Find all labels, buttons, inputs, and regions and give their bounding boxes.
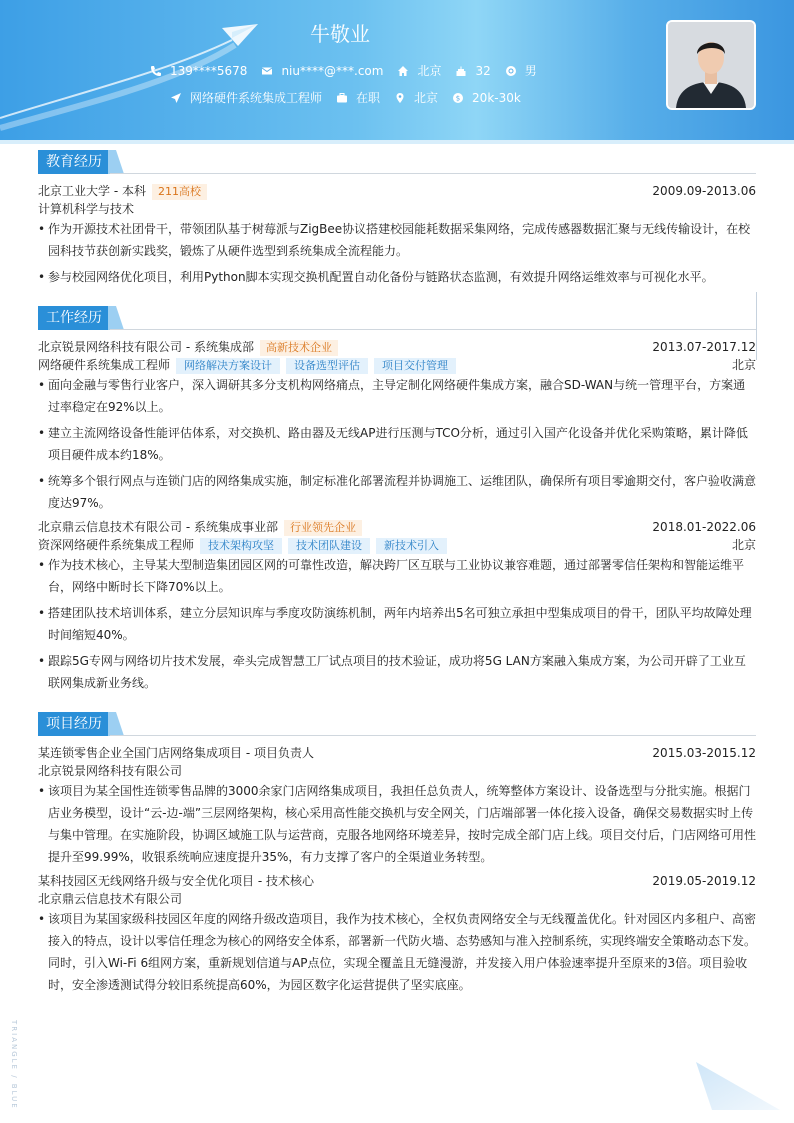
job-period: 2018.01-2022.06 [652,520,756,534]
target-city-text: 北京 [414,91,439,105]
section-title: 教育经历 [38,150,110,174]
job-tag: 技术团队建设 [288,538,370,554]
education-period: 2009.09-2013.06 [652,184,756,198]
location-pin-icon [394,92,406,104]
job-location: 北京 [731,358,756,372]
job-role: 网络硬件系统集成工程师 [38,358,171,372]
money-icon [452,92,464,104]
briefcase-icon [336,92,348,104]
job-role: 资深网络硬件系统集成工程师 [38,538,195,552]
email-icon [261,65,273,77]
header-divider [0,140,794,144]
job-tag: 网络解决方案设计 [176,358,280,374]
school-badge: 211高校 [152,184,207,200]
job-role-row [38,356,756,374]
job-period: 2013.07-2017.12 [652,340,756,354]
job-bullet: • 作为技术核心，主导某大型制造集团园区网的可靠性改造，解决跨厂区互联与工业协议兼容难题，通过部署零信任架构和智能运维平台，网络中断时长下降70%以上。 [38,554,756,598]
side-decoration-line [756,292,757,360]
education-section-header [38,150,756,174]
project-name: 某科技园区无线网络升级与安全优化项目 - 技术核心 [38,874,314,888]
job-title-item [170,89,322,106]
job-company-row [38,338,756,356]
email-text: niu****@***.com [281,63,384,78]
job-bullet: • 建立主流网络设备性能评估体系，对交换机、路由器及无线AP进行压测与TCO分析，通过引入国产化设备并优化采购策略，累计降低项目硬件成本约18%。 [38,422,756,466]
job-company: 北京锐景网络科技有限公司 - 系统集成部 [38,340,254,354]
job-title-text: 网络硬件系统集成工程师 [190,91,323,105]
phone-icon [150,65,162,77]
job-bullet: • 统筹多个银行网点与连锁门店的网络集成实施，制定标准化部署流程并协调施工、运维团队，确保所有项目零逾期交付，客户验收满意度达97%。 [38,470,756,514]
education-school-row [38,182,756,200]
job-location: 北京 [731,538,756,552]
job-bullet: • 跟踪5G专网与网络切片技术发展，牵头完成智慧工厂试点项目的技术验证，成功将5G LAN方案融入集成方案，为公司开辟了工业互联网集成新业务线。 [38,650,756,694]
project-title-row [38,744,756,762]
city-item [397,62,441,79]
project-company: 北京鼎云信息技术有限公司 [38,892,183,906]
job-company-row [38,518,756,536]
project-description: • 该项目为某国家级科技园区年度的网络升级改造项目，我作为技术核心，全权负责网络安全与无线覆盖优化。针对园区内多租户、高密接入的特点，设计以零信任理念为核心的网络安全体系，部署新一代防火墙、态势感知与准入控制系统，实现终端安全策略动态下发。同时，引入Wi-Fi 6组网方案，重新规划信道与AP点位，实现全覆盖且无缝漫游，并发接入用户体验速率提升至原来的3倍。项目验收时，安全渗透测试得分较旧系统提高60%，为园区数字化运营提供了坚实底座。 [38,908,756,996]
job-role-row [38,536,756,554]
status-item [336,89,380,106]
corner-triangle-decoration [690,1060,786,1116]
gender-text: 男 [524,64,537,78]
phone-item [150,64,247,78]
project-period: 2019.05-2019.12 [652,874,756,888]
school-name: 北京工业大学 - 本科 [38,184,146,198]
job-bullet: • 面向金融与零售行业客户，深入调研其多分支机构网络痛点，主导定制化网络硬件集成方案，融合SD-WAN与统一管理平台，方案通过率稳定在92%以上。 [38,374,756,418]
job-tag: 设备选型评估 [286,358,368,374]
salary-text: 20k-30k [472,90,521,105]
section-rule [110,173,756,174]
project-period: 2015.03-2015.12 [652,746,756,760]
status-text: 在职 [356,91,381,105]
age-text: 32 [475,63,491,78]
section-tab-tail [108,712,128,736]
section-title: 工作经历 [38,306,110,330]
project-company: 北京锐景网络科技有限公司 [38,764,183,778]
job-tag: 新技术引入 [376,538,447,554]
section-tab-tail [108,150,128,174]
resume-header [0,0,794,142]
section-rule [110,329,756,330]
avatar [666,20,756,110]
watermark-text: TRIANGLE / BLUE [10,1020,18,1110]
job-tag: 技术架构攻坚 [200,538,282,554]
job-bullet: • 搭建团队技术培训体系，建立分层知识库与季度攻防演练机制，两年内培养出5名可独立承担中型集成项目的骨干，团队平均故障处理时间缩短40%。 [38,602,756,646]
section-title: 项目经历 [38,712,110,736]
education-bullet: • 参与校园网络优化项目，利用Python脚本实现交换机配置自动化备份与链路状态监测，有效提升网络运维效率与可视化水平。 [38,266,756,288]
section-rule [110,735,756,736]
email-item [261,64,383,78]
svg-text:$: $ [455,94,461,103]
company-badge: 高新技术企业 [260,340,338,356]
age-item [455,64,490,78]
company-badge: 行业领先企业 [284,520,362,536]
project-name: 某连锁零售企业全国门店网络集成项目 - 项目负责人 [38,746,314,760]
project-description: • 该项目为某全国性连锁零售品牌的3000余家门店网络集成项目，我担任总负责人，统筹整体方案设计、设备选型与分批实施。根据门店业务模型，设计“云-边-端”三层网络架构，核心采用高性能交换机与安全网关，门店端部署一体化接入设备，确保交易数据实时上传与集中管理。在实施阶段，协调区域施工队与运营商，克服各地网络环境差异，按时完成全部门店上线。项目交付后，门店网络可用性提升至99.99%，收银系统响应速度提升35%，有力支撑了客户的全渠道业务转型。 [38,780,756,868]
avatar-photo [668,22,754,108]
section-tab-tail [108,306,128,330]
cake-icon [455,65,467,77]
job-intent-row [170,89,521,106]
send-icon [170,92,182,104]
salary-item [452,91,521,105]
candidate-name: 牛敬业 [310,22,370,46]
project-title-row [38,872,756,890]
education-bullet: • 作为开源技术社团骨干，带领团队基于树莓派与ZigBee协议搭建校园能耗数据采集网络，完成传感器数据汇聚与无线传输设计，在校园科技节获创新实践奖，锻炼了从硬件选型到系统集成全流程能力。 [38,218,756,262]
gender-icon [505,65,517,77]
project-section-header [38,712,756,736]
education-major: 计算机科学与技术 [38,202,135,216]
job-company: 北京鼎云信息技术有限公司 - 系统集成事业部 [38,520,278,534]
home-icon [397,65,409,77]
work-section-header [38,306,756,330]
contact-row [150,62,537,79]
city-text: 北京 [417,64,442,78]
phone-text: 139****5678 [170,63,248,78]
gender-item [505,62,537,79]
target-city-item [394,89,438,106]
job-tag: 项目交付管理 [374,358,456,374]
